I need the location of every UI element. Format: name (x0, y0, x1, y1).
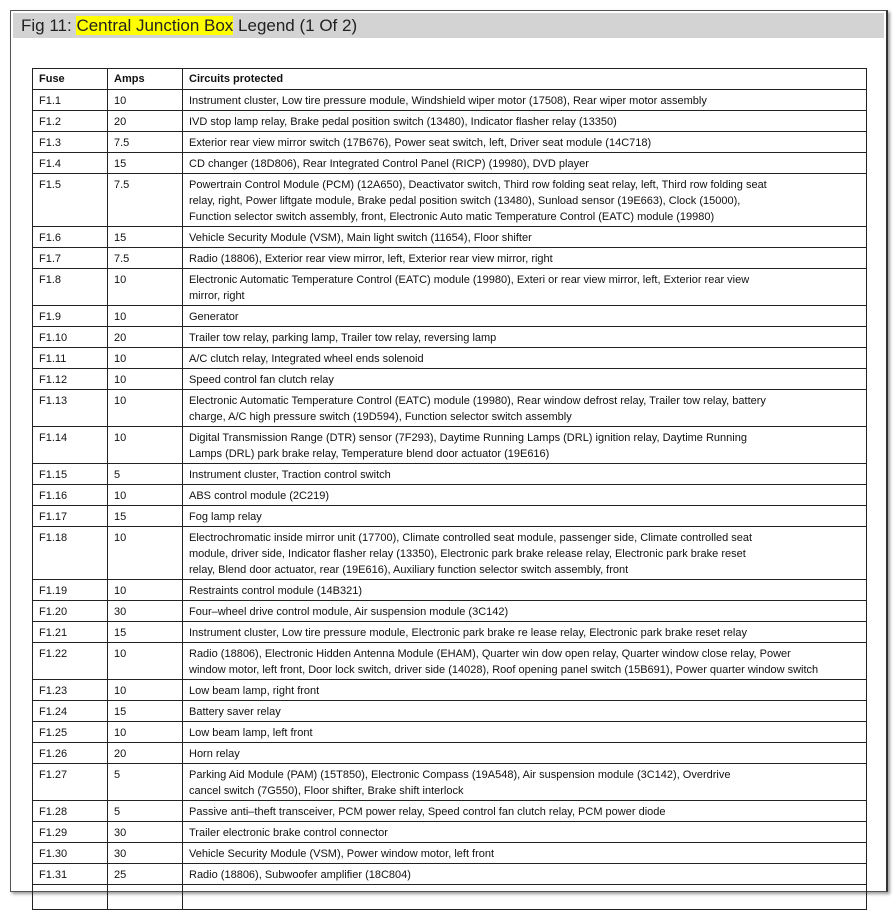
circuits-cell (183, 369, 867, 390)
circuits-line: A/C clutch relay, Integrated wheel ends solenoid (189, 353, 424, 365)
amps-cell: 10 (108, 580, 183, 601)
amps-cell: 5 (108, 801, 183, 822)
circuits-line: module, driver side, Indicator flasher relay (13350), Electronic park brake release relay, Electronic park brake reset (189, 548, 746, 560)
circuits-cell (183, 527, 867, 580)
fuse-cell: F1.25 (33, 722, 108, 743)
amps-cell: 7.5 (108, 174, 183, 227)
table-row (33, 822, 867, 843)
circuits-line: Low beam lamp, left front (189, 727, 313, 739)
amps-cell: 7.5 (108, 132, 183, 153)
circuits-line: cancel switch (7G550), Floor shifter, Brake shift interlock (189, 785, 464, 797)
fuse-legend-table (32, 68, 867, 910)
amps-cell: 10 (108, 269, 183, 306)
circuits-cell (183, 643, 867, 680)
amps-cell: 10 (108, 348, 183, 369)
fuse-cell: F1.20 (33, 601, 108, 622)
amps-cell: 25 (108, 864, 183, 885)
circuits-line: Passive anti–theft transceiver, PCM power relay, Speed control fan clutch relay, PCM power diode (189, 806, 666, 818)
table-row (33, 722, 867, 743)
circuits-cell (183, 580, 867, 601)
fuse-cell: F1.12 (33, 369, 108, 390)
circuits-line: Fog lamp relay (189, 511, 262, 523)
fuse-cell: F1.16 (33, 485, 108, 506)
table-row (33, 369, 867, 390)
fuse-cell: F1.13 (33, 390, 108, 427)
circuits-line: Vehicle Security Module (VSM), Main light switch (11654), Floor shifter (189, 232, 532, 244)
amps-cell: 5 (108, 464, 183, 485)
fuse-cell: F1.1 (33, 90, 108, 111)
table-row (33, 269, 867, 306)
fuse-cell: F1.11 (33, 348, 108, 369)
circuits-line: Low beam lamp, right front (189, 685, 320, 697)
fuse-cell: F1.9 (33, 306, 108, 327)
circuits-cell (183, 227, 867, 248)
figure-title (13, 13, 884, 38)
circuits-line: Vehicle Security Module (VSM), Power window motor, left front (189, 848, 495, 860)
circuits-cell (183, 622, 867, 643)
fuse-cell: F1.15 (33, 464, 108, 485)
circuits-cell (183, 427, 867, 464)
circuits-cell (183, 485, 867, 506)
circuits-line: Four–wheel drive control module, Air suspension module (3C142) (189, 606, 509, 618)
table-row (33, 843, 867, 864)
circuits-cell (183, 464, 867, 485)
circuits-cell (183, 701, 867, 722)
amps-cell: 30 (108, 822, 183, 843)
table-row (33, 327, 867, 348)
title-highlight: Central Junction Box (76, 16, 234, 35)
circuits-line: relay, right, Power liftgate module, Brake pedal position switch (13480), Sunload sensor (19E663), Clock (15000), (189, 195, 741, 207)
circuits-cell (183, 306, 867, 327)
amps-cell: 20 (108, 111, 183, 132)
fuse-cell: F1.8 (33, 269, 108, 306)
amps-cell: 15 (108, 153, 183, 174)
table-row (33, 864, 867, 885)
table-row (33, 90, 867, 111)
circuits-cell (183, 601, 867, 622)
circuits-line: ABS control module (2C219) (189, 490, 330, 502)
amps-cell: 20 (108, 743, 183, 764)
table-row (33, 248, 867, 269)
circuits-line: Radio (18806), Subwoofer amplifier (18C804) (189, 869, 411, 881)
table-row (33, 743, 867, 764)
circuits-line: Lamps (DRL) park brake relay, Temperature blend door actuator (19E616) (189, 448, 550, 460)
circuits-line: Electrochromatic inside mirror unit (17700), Climate controlled seat module, passenger side, Climate controlled seat (189, 532, 753, 544)
table-row (33, 680, 867, 701)
circuits-cell (183, 864, 867, 885)
amps-cell: 10 (108, 90, 183, 111)
fuse-cell: F1.27 (33, 764, 108, 801)
circuits-cell (183, 764, 867, 801)
fuse-cell: F1.10 (33, 327, 108, 348)
fuse-cell: F1.30 (33, 843, 108, 864)
fuse-cell: F1.3 (33, 132, 108, 153)
table-row (33, 348, 867, 369)
circuits-cell (183, 722, 867, 743)
table-row (33, 701, 867, 722)
table-row (33, 527, 867, 580)
circuits-cell (183, 90, 867, 111)
circuits-line: charge, A/C high pressure switch (19D594), Function selector switch assembly (189, 411, 572, 423)
fuse-cell: F1.21 (33, 622, 108, 643)
amps-cell: 15 (108, 622, 183, 643)
amps-cell: 10 (108, 680, 183, 701)
fuse-cell: F1.6 (33, 227, 108, 248)
amps-cell: 10 (108, 369, 183, 390)
amps-cell: 15 (108, 506, 183, 527)
circuits-cell (183, 111, 867, 132)
table-row (33, 390, 867, 427)
fuse-cell: F1.31 (33, 864, 108, 885)
table-row (33, 580, 867, 601)
table-row (33, 764, 867, 801)
fuse-cell: F1.2 (33, 111, 108, 132)
fuse-cell: F1.14 (33, 427, 108, 464)
document-frame (10, 10, 888, 892)
fuse-cell: F1.17 (33, 506, 108, 527)
circuits-cell (183, 269, 867, 306)
circuits-line: Exterior rear view mirror switch (17B676), Power seat switch, left, Driver seat module (14C718) (189, 137, 652, 149)
amps-cell: 10 (108, 390, 183, 427)
amps-cell: 10 (108, 485, 183, 506)
empty-cell (108, 885, 183, 910)
circuits-cell (183, 348, 867, 369)
table-row (33, 643, 867, 680)
amps-cell: 10 (108, 427, 183, 464)
table-row (33, 227, 867, 248)
title-prefix: Fig 11: (21, 16, 77, 35)
header-circuits: Circuits protected (183, 69, 867, 90)
circuits-line: Radio (18806), Exterior rear view mirror, left, Exterior rear view mirror, right (189, 253, 553, 265)
circuits-cell (183, 327, 867, 348)
amps-cell: 15 (108, 227, 183, 248)
fuse-cell: F1.22 (33, 643, 108, 680)
fuse-cell: F1.28 (33, 801, 108, 822)
circuits-line: Powertrain Control Module (PCM) (12A650), Deactivator switch, Third row folding seat relay, left, Third row folding seat (189, 179, 767, 191)
amps-cell: 10 (108, 722, 183, 743)
circuits-line: IVD stop lamp relay, Brake pedal position switch (13480), Indicator flasher relay (13350) (189, 116, 617, 128)
title-suffix: Legend (1 Of 2) (233, 16, 358, 35)
amps-cell: 10 (108, 306, 183, 327)
table-row (33, 132, 867, 153)
circuits-line: Battery saver relay (189, 706, 281, 718)
fuse-cell: F1.24 (33, 701, 108, 722)
circuits-line: Electronic Automatic Temperature Control (EATC) module (19980), Rear window defrost relay, Trailer tow relay, battery (189, 395, 766, 407)
circuits-line: window motor, left front, Door lock switch, driver side (14028), Roof opening panel switch (15B691), Power quarter window switch (189, 664, 819, 676)
circuits-cell (183, 680, 867, 701)
fuse-cell: F1.5 (33, 174, 108, 227)
circuits-line: Speed control fan clutch relay (189, 374, 334, 386)
empty-cell (33, 885, 108, 910)
circuits-cell (183, 743, 867, 764)
circuits-cell (183, 248, 867, 269)
circuits-line: Trailer electronic brake control connector (189, 827, 388, 839)
circuits-line: Generator (189, 311, 239, 323)
circuits-line: Digital Transmission Range (DTR) sensor (7F293), Daytime Running Lamps (DRL) ignition relay, Daytime Running (189, 432, 747, 444)
amps-cell: 15 (108, 701, 183, 722)
circuits-cell (183, 506, 867, 527)
circuits-cell (183, 801, 867, 822)
empty-cell (183, 885, 867, 910)
table-row (33, 306, 867, 327)
header-fuse: Fuse (33, 69, 108, 90)
circuits-cell (183, 132, 867, 153)
circuits-line: CD changer (18D806), Rear Integrated Control Panel (RICP) (19980), DVD player (189, 158, 589, 170)
table-row (33, 174, 867, 227)
circuits-cell (183, 843, 867, 864)
amps-cell: 30 (108, 601, 183, 622)
table-row (33, 485, 867, 506)
fuse-cell: F1.29 (33, 822, 108, 843)
fuse-cell: F1.7 (33, 248, 108, 269)
amps-cell: 10 (108, 643, 183, 680)
fuse-cell: F1.18 (33, 527, 108, 580)
table-row (33, 506, 867, 527)
circuits-line: Instrument cluster, Traction control switch (189, 469, 391, 481)
table-row (33, 622, 867, 643)
circuits-line: Parking Aid Module (PAM) (15T850), Electronic Compass (19A548), Air suspension module (3C142), Overdrive (189, 769, 731, 781)
circuits-line: mirror, right (189, 290, 245, 302)
table-row (33, 153, 867, 174)
table-row (33, 801, 867, 822)
circuits-line: Electronic Automatic Temperature Control (EATC) module (19980), Exteri or rear view mirror, left, Exterior rear view (189, 274, 750, 286)
circuits-cell (183, 822, 867, 843)
circuits-line: relay, Blend door actuator, rear (19E616), Auxiliary function selector switch assembly, front (189, 564, 629, 576)
circuits-line: Function selector switch assembly, front, Electronic Auto matic Temperature Control (EATC) module (19980) (189, 211, 715, 223)
table-row (33, 601, 867, 622)
circuits-line: Instrument cluster, Low tire pressure module, Electronic park brake re lease relay, Electronic park brake reset relay (189, 627, 747, 639)
amps-cell: 5 (108, 764, 183, 801)
circuits-line: Instrument cluster, Low tire pressure module, Windshield wiper motor (17508), Rear wiper motor assembly (189, 95, 707, 107)
amps-cell: 7.5 (108, 248, 183, 269)
table-header-row (33, 69, 867, 90)
circuits-cell (183, 174, 867, 227)
amps-cell: 30 (108, 843, 183, 864)
fuse-cell: F1.19 (33, 580, 108, 601)
table-row-cutoff (33, 885, 867, 910)
fuse-cell: F1.26 (33, 743, 108, 764)
amps-cell: 20 (108, 327, 183, 348)
circuits-line: Horn relay (189, 748, 240, 760)
circuits-cell (183, 390, 867, 427)
table-row (33, 464, 867, 485)
circuits-line: Trailer tow relay, parking lamp, Trailer tow relay, reversing lamp (189, 332, 497, 344)
header-amps: Amps (108, 69, 183, 90)
fuse-cell: F1.23 (33, 680, 108, 701)
circuits-line: Radio (18806), Electronic Hidden Antenna Module (EHAM), Quarter win dow open relay, Quarter window close relay, Power (189, 648, 791, 660)
table-row (33, 427, 867, 464)
circuits-line: Restraints control module (14B321) (189, 585, 363, 597)
fuse-cell: F1.4 (33, 153, 108, 174)
circuits-cell (183, 153, 867, 174)
amps-cell: 10 (108, 527, 183, 580)
table-row (33, 111, 867, 132)
